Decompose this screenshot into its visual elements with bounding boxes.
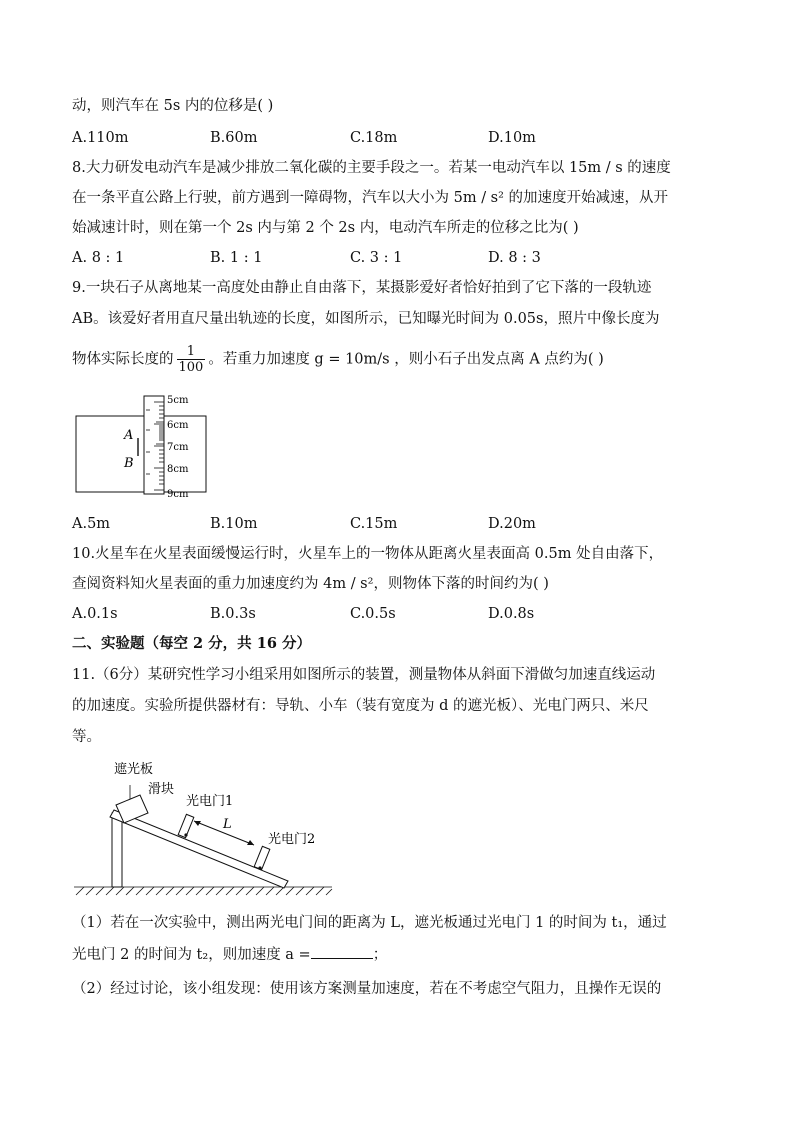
q11-part-1-line-2 xyxy=(72,944,387,965)
q9-line-3-pre: 物体实际长度的 xyxy=(72,351,174,368)
q11-line-2: 的加速度。实验所提供器材有：导轨、小车（装有宽度为 d 的遮光板）、光电门两只、米尺 xyxy=(72,698,649,714)
answer-blank[interactable] xyxy=(311,944,373,959)
ruler-label-7cm: 7cm xyxy=(167,442,189,453)
q9-line-3 xyxy=(72,344,604,375)
photogate-2 xyxy=(254,846,270,869)
q8-line-3: 始减速计时，则在第一个 2s 内与第 2 个 2s 内，电动汽车所走的位移之比为( ) xyxy=(72,220,579,236)
gate-2-label: 光电门2 xyxy=(268,832,316,847)
q11-part-1-line-1: （1）若在一次实验中，测出两光电门间的距离为 L，遮光板通过光电门 1 的时间为 t₁，通过 xyxy=(72,915,667,931)
photogate-1-dot xyxy=(184,833,187,836)
ruler-label-6cm: 6cm xyxy=(167,420,189,431)
section-2-title: 二、实验题（每空 2 分，共 16 分） xyxy=(72,635,311,652)
shade-plate-label: 遮光板 xyxy=(114,762,154,777)
ruler-label-9cm: 9cm xyxy=(167,489,189,500)
ruler-label-5cm: 5cm xyxy=(167,395,189,406)
q7-continuation: 动，则汽车在 5s 内的位移是( ) xyxy=(72,98,274,114)
q8-line-2: 在一条平直公路上行驶，前方遇到一障碍物，汽车以大小为 5m / s² 的加速度开始减速，从开 xyxy=(72,190,669,206)
ruler-label-8cm: 8cm xyxy=(167,464,189,475)
q7-option-a: A.110m xyxy=(72,130,129,146)
q7-option-d: D.10m xyxy=(488,130,536,146)
q10-option-a: A.0.1s xyxy=(72,606,118,622)
fraction-numerator: 1 xyxy=(177,344,206,360)
q9-option-a: A.5m xyxy=(72,516,111,532)
fraction-1-100 xyxy=(177,344,206,375)
q8-option-b: B. 1 : 1 xyxy=(210,250,263,266)
q8-line-1: 8.大力研发电动汽车是减少排放二氧化碳的主要手段之一。若某一电动汽车以 15m / s 的速度 xyxy=(72,160,671,176)
fraction-denominator: 100 xyxy=(178,360,204,375)
q11-line-3: 等。 xyxy=(72,729,101,745)
q8-option-a: A. 8 : 1 xyxy=(72,250,125,266)
q11-part-1-line-2-pre: 光电门 2 的时间为 t₂，则加速度 a = xyxy=(72,947,311,963)
point-b-label: B xyxy=(124,456,134,471)
q10-option-d: D.0.8s xyxy=(488,606,535,622)
q9-option-c: C.15m xyxy=(350,516,398,532)
q10-option-b: B.0.3s xyxy=(210,606,256,622)
q9-line-2: AB。该爱好者用直尺量出轨迹的长度，如图所示，已知曝光时间为 0.05s，照片中像长度为 xyxy=(72,311,660,327)
q11-part-1-line-2-post: ； xyxy=(372,947,388,963)
q10-option-c: C.0.5s xyxy=(350,606,396,622)
ground-hatch xyxy=(74,887,332,895)
q11-part-2-line-1: （2）经过讨论，该小组发现：使用该方案测量加速度，若在不考虑空气阻力，且操作无误的 xyxy=(72,981,662,997)
q8-option-c: C. 3 : 1 xyxy=(350,250,403,266)
q9-line-3-post: 。若重力加速度 g = 10m/s ，则小石子出发点离 A 点约为( ) xyxy=(208,351,604,368)
q7-option-b: B.60m xyxy=(210,130,258,146)
q10-line-2: 查阅资料知火星表面的重力加速度约为 4m / s²，则物体下落的时间约为( ) xyxy=(72,576,549,592)
q7-option-c: C.18m xyxy=(350,130,398,146)
point-a-label: A xyxy=(124,428,134,443)
q10-line-1: 10.火星车在火星表面缓慢运行时，火星车上的一物体从距离火星表面高 0.5m 处自由落下， xyxy=(72,546,664,562)
incline-figure xyxy=(70,755,340,900)
distance-label: L xyxy=(223,817,232,832)
q9-option-d: D.20m xyxy=(488,516,536,532)
ruler-body xyxy=(144,396,164,494)
photogate-2-dot xyxy=(258,866,261,869)
support-post xyxy=(112,813,122,887)
ruler-figure xyxy=(70,390,220,502)
q9-option-b: B.10m xyxy=(210,516,258,532)
q11-line-1: 11.（6分）某研究性学习小组采用如图所示的装置，测量物体从斜面下滑做匀加速直线运动 xyxy=(72,667,656,683)
gate-1-label: 光电门1 xyxy=(186,794,234,809)
q9-line-1: 9.一块石子从离地某一高度处由静止自由落下，某摄影爱好者恰好拍到了它下落的一段轨迹 xyxy=(72,280,652,296)
q8-option-d: D. 8 : 3 xyxy=(488,250,541,266)
slider-label: 滑块 xyxy=(148,782,175,797)
